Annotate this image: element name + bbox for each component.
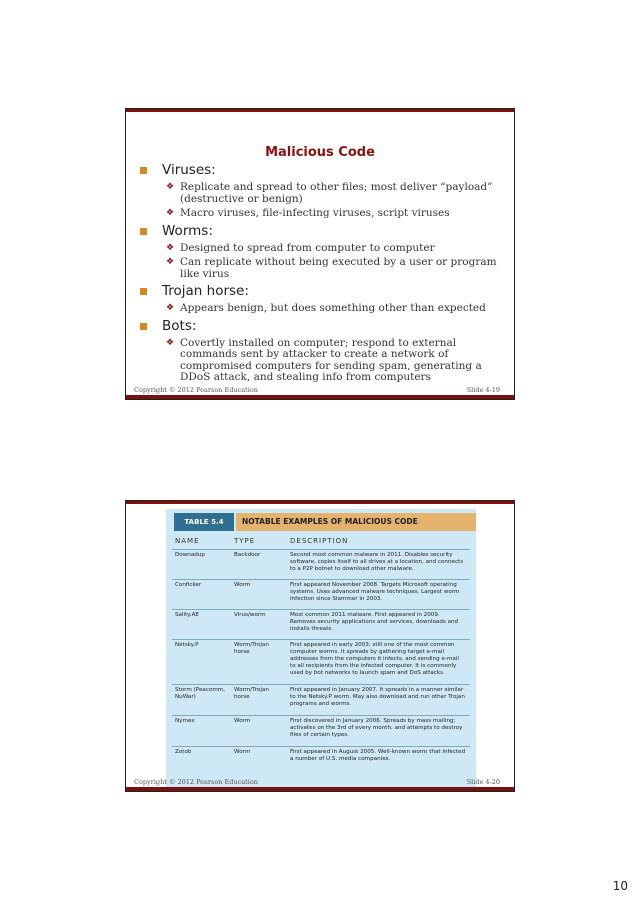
- slide-number: Slide 4-19: [466, 386, 500, 394]
- section-viruses-heading: [136, 161, 506, 179]
- table-row: [172, 579, 470, 609]
- cell-name: Downadup: [175, 552, 205, 558]
- cell-description: Most common 2011 malware. First appeared in 2009. Removes security applications and services, downloads and installs threats.: [290, 612, 459, 632]
- section-trojan-heading: [136, 282, 506, 300]
- cell-name: Storm (Peacomm, NuWar): [175, 687, 225, 700]
- cell-description: First discovered in January 2006. Spreads by mass mailing; activates on the 3rd of every month, and attempts to destroy files of certain types.: [290, 718, 463, 738]
- table-row: [172, 746, 470, 769]
- square-bullet-icon: [140, 228, 147, 235]
- bullet-text: Macro viruses, file-infecting viruses, script viruses: [180, 207, 450, 219]
- slide-title: Malicious Code: [265, 145, 375, 160]
- cell-description: First appeared in August 2005. Well-known worm that infected a number of U.S. media companies.: [290, 749, 466, 762]
- table-tag: TABLE 5.4: [174, 513, 234, 531]
- cell-type: Worm: [234, 582, 251, 588]
- bullet-text: Appears benign, but does something other than expected: [180, 302, 486, 314]
- cell-type: Worm/Trojan horse: [234, 642, 269, 655]
- section-worms-heading: [136, 222, 506, 240]
- diamond-bullet-icon: ❖: [166, 257, 175, 267]
- slide-top-bar: [126, 501, 514, 504]
- bullet-text: Replicate and spread to other files; most deliver “payload” (destructive or benign): [180, 181, 493, 205]
- cell-type: Worm: [234, 749, 251, 755]
- cell-description: Second most common malware in 2011. Disables security software, copies itself to all drives at a location, and connects to a P2P botnet to download other malware.: [290, 552, 464, 572]
- square-bullet-icon: [140, 323, 147, 330]
- diamond-bullet-icon: ❖: [166, 182, 175, 192]
- slide-content: [136, 159, 506, 386]
- table-row: [172, 715, 470, 746]
- section-heading: Trojan horse:: [162, 283, 249, 299]
- bullet-item: [136, 303, 506, 315]
- bullet-item: [136, 182, 506, 205]
- cell-name: Netsky.P: [175, 642, 199, 648]
- slide-bottom-bar: [126, 787, 514, 791]
- slide-copyright: Copyright © 2012 Pearson Education: [134, 386, 258, 394]
- cell-type: Backdoor: [234, 552, 261, 558]
- bullet-item: [136, 338, 506, 384]
- slide-bottom-bar: [126, 395, 514, 399]
- square-bullet-icon: [140, 288, 147, 295]
- cell-description: First appeared in January 2007. It spreads in a manner similar to the Netsky.P worm. May also download and run other Trojan programs and worms.: [290, 687, 465, 707]
- cell-name: Conficker: [175, 582, 202, 588]
- table-title: NOTABLE EXAMPLES OF MALICIOUS CODE: [236, 513, 476, 531]
- table-row: [172, 639, 470, 684]
- slide-number: Slide 4-20: [466, 778, 500, 786]
- diamond-bullet-icon: ❖: [166, 242, 175, 253]
- section-heading: Worms:: [162, 222, 213, 239]
- cell-name: Nymex: [175, 718, 195, 724]
- cell-description: First appeared in early 2003; still one of the most common computer worms. It spreads by gathering target e-mail addresses from the computers it infects, and sending e-mail to all recipients from the infected computer. It is commonly used by bot networks to launch spam and DoS attacks.: [290, 642, 459, 676]
- bullet-item: [136, 208, 506, 220]
- cell-type: Worm: [234, 718, 251, 724]
- slide-malicious-code-table: [125, 500, 515, 792]
- diamond-bullet-icon: ❖: [166, 208, 175, 218]
- slide-copyright: Copyright © 2012 Pearson Education: [134, 778, 258, 786]
- cell-type: Worm/Trojan horse: [234, 687, 269, 700]
- table-body: [172, 549, 470, 769]
- table-header: [166, 513, 476, 531]
- cell-name: Zotob: [175, 749, 192, 755]
- table-row: [172, 609, 470, 639]
- column-header-description: DESCRIPTION: [290, 537, 349, 545]
- slide-malicious-code: [125, 108, 515, 400]
- slide-top-bar: [126, 109, 514, 112]
- diamond-bullet-icon: ❖: [166, 337, 175, 348]
- cell-type: Virus/worm: [234, 612, 266, 618]
- section-heading: Viruses:: [162, 162, 216, 178]
- section-heading: Bots:: [162, 317, 197, 334]
- cell-name: Sality.AE: [175, 612, 199, 618]
- bullet-text: Covertly installed on computer; respond to external commands sent by attacker to create a network of compromised computers for sending spam, generating a DDoS attack, and stealing info from computers: [180, 336, 482, 383]
- table-row: [172, 549, 470, 579]
- square-bullet-icon: [140, 167, 147, 174]
- malicious-code-table: [166, 509, 476, 787]
- diamond-bullet-icon: ❖: [166, 303, 175, 313]
- cell-description: First appeared November 2008. Targets Microsoft operating systems. Uses advanced malware techniques. Largest worm infection since Slammer in 2003.: [290, 582, 460, 602]
- section-bots-heading: [136, 317, 506, 335]
- column-header-name: NAME: [175, 537, 200, 545]
- bullet-text: Can replicate without being executed by a user or program like virus: [180, 256, 497, 280]
- bullet-item: [136, 243, 506, 255]
- column-header-type: TYPE: [234, 537, 256, 545]
- table-row: [172, 684, 470, 715]
- page-number: 10: [612, 879, 628, 893]
- bullet-text: Designed to spread from computer to computer: [180, 241, 435, 254]
- bullet-item: [136, 257, 506, 280]
